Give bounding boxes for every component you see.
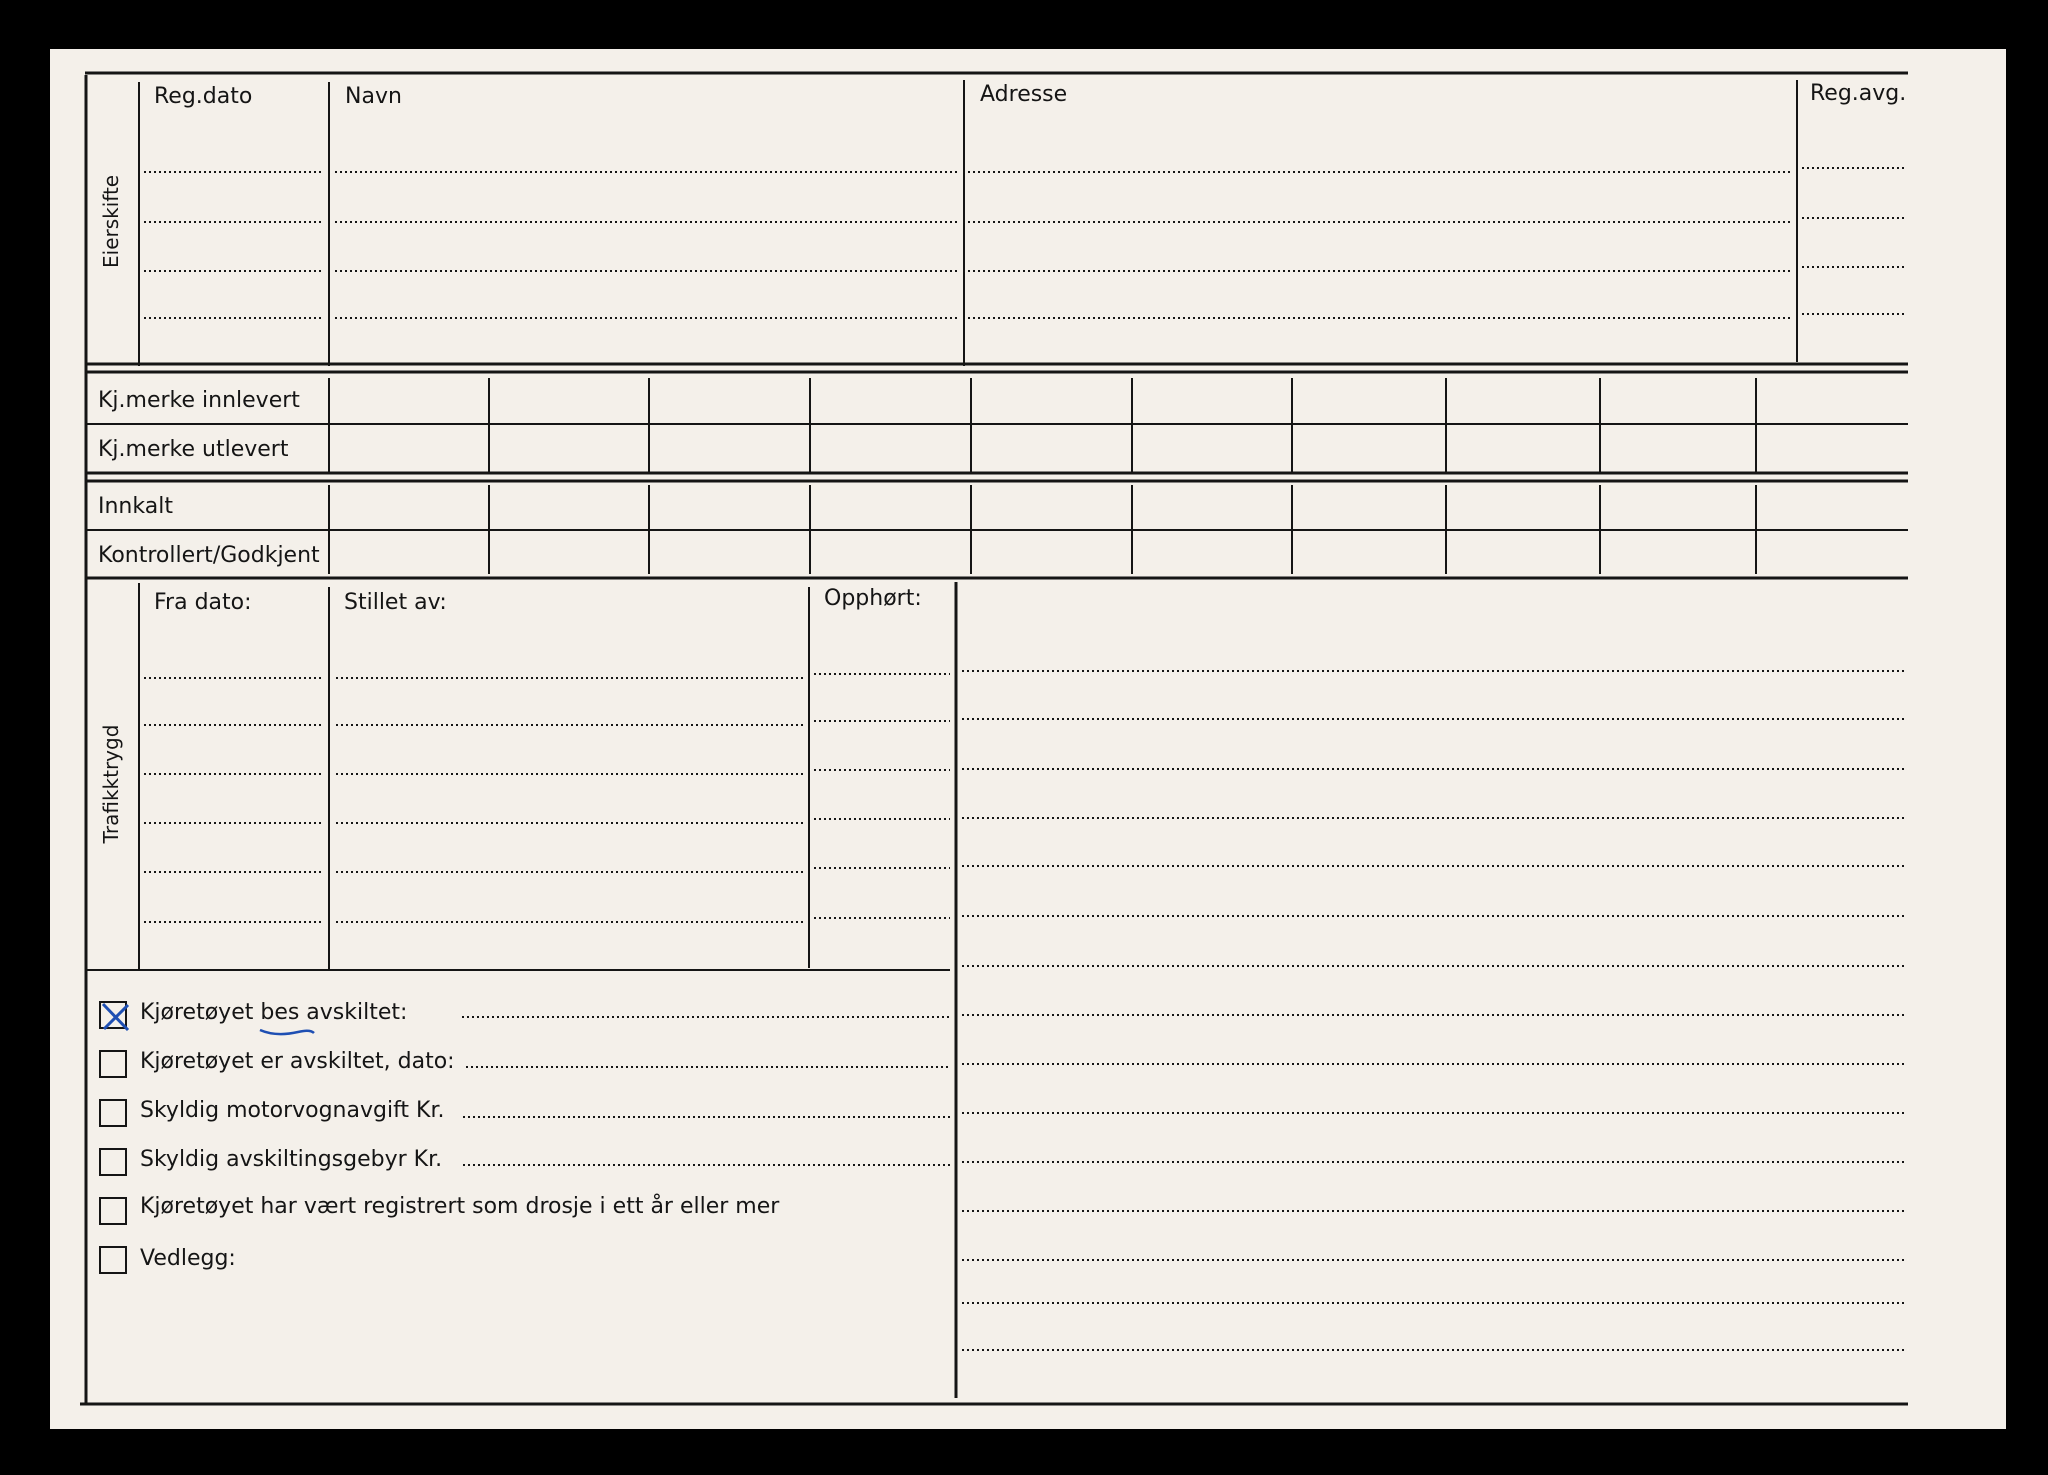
checkbox-label-avskiltingsgebyr: Skyldig avskiltingsgebyr Kr. (140, 1147, 443, 1172)
checkbox-label-bes-avskiltet: Kjøretøyet bes avskiltet: (140, 1000, 408, 1025)
header-fra-dato: Fra dato: (154, 590, 252, 615)
header-navn: Navn (345, 84, 402, 109)
checkbox-drosje[interactable] (99, 1197, 127, 1225)
header-reg-avg: Reg.avg. (1810, 81, 1907, 106)
checkbox-label-vedlegg: Vedlegg: (140, 1246, 236, 1271)
checkbox-vedlegg[interactable] (99, 1246, 127, 1274)
row-kontrollert-godkjent: Kontrollert/Godkjent (98, 543, 320, 568)
check-mark-icon (97, 999, 133, 1035)
header-reg-dato: Reg.dato (154, 84, 253, 109)
header-adresse: Adresse (980, 82, 1068, 107)
header-opphort: Opphørt: (824, 586, 922, 611)
checkbox-motorvognavgift[interactable] (99, 1099, 127, 1127)
checkbox-label-er-avskiltet: Kjøretøyet er avskiltet, dato: (140, 1049, 455, 1074)
handwritten-underline (258, 1025, 316, 1037)
row-kj-merke-innlevert: Kj.merke innlevert (98, 388, 300, 413)
checkbox-label-drosje: Kjøretøyet har vært registrert som drosje i ett år eller mer (140, 1194, 780, 1219)
checkbox-avskiltingsgebyr[interactable] (99, 1148, 127, 1176)
header-stillet-av: Stillet av: (344, 590, 447, 615)
eierskifte-label: Eierskifte (99, 174, 123, 268)
trafikktrygd-label: Trafikktrygd (99, 724, 123, 844)
row-innkalt: Innkalt (98, 494, 173, 519)
checkbox-label-motorvognavgift: Skyldig motorvognavgift Kr. (140, 1098, 445, 1123)
row-kj-merke-utlevert: Kj.merke utlevert (98, 437, 289, 462)
checkbox-bes-avskiltet[interactable] (99, 1001, 127, 1029)
checkbox-er-avskiltet[interactable] (99, 1050, 127, 1078)
